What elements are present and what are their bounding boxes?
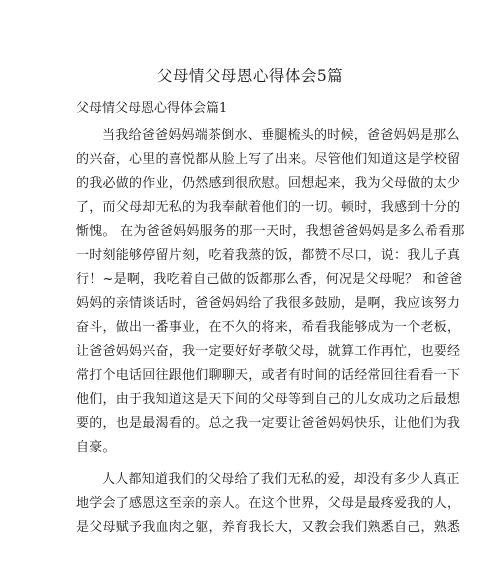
- paragraph-line: 妈妈的亲情谈话时，爸爸妈妈给了我很多鼓励，是啊，我应该努力: [76, 296, 461, 311]
- paragraph-line: 了，而父母却无私的为我奉献着他们的一切。顿时，我感到十分的: [76, 200, 461, 215]
- paragraph-line: 常打个电话回往跟他们聊聊天，或者有时间的话经常回往看看一下: [76, 368, 461, 383]
- paragraph-line: 行！~是啊，我吃着自己做的饭都那么香，何况是父母呢？ 和爸爸: [76, 272, 463, 287]
- paragraph-line: 人人都知道我们的父母给了我们无私的爱，却没有多少人真正: [102, 472, 460, 487]
- paragraph-line: 一时刻能够停留片刻，吃着我蒸的饭，都赞不尽口，说：我儿子真: [76, 248, 461, 263]
- document-title: 父母情父母恩心得体会5篇: [156, 67, 344, 85]
- paragraph-line: 让爸爸妈妈兴奋，我一定要好好孝敬父母，就算工作再忙，也要经: [76, 344, 461, 359]
- paragraph-line: 是父母赋予我血肉之躯，养育我长大，又教会我们熟悉自己，熟悉: [76, 520, 461, 535]
- section-heading: 父母情父母恩心得体会篇1: [76, 101, 228, 116]
- paragraph-line: 自豪。: [76, 440, 116, 455]
- paragraph-line: 地学会了感恩这至亲的亲人。在这个世界，父母是最疼爱我的人，: [76, 496, 461, 511]
- paragraph-line: 要的，也是最渴看的。总之我一定要让爸爸妈妈快乐，让他们为我: [76, 416, 461, 431]
- paragraph-line: 的兴奋，心里的喜悦都从脸上写了出来。尽管他们知道这是学校留: [76, 152, 461, 167]
- paragraph-line: 他们，由于我知道这是天下间的父母等到自己的儿女成功之后最想: [76, 392, 461, 407]
- paragraph-line: 惭愧。 在为爸爸妈妈服务的那一天时，我想爸爸妈妈是多么希看那: [76, 224, 465, 239]
- paragraph-line: 当我给爸爸妈妈端茶倒水、垂腿梳头的时候，爸爸妈妈是那么: [102, 128, 460, 143]
- paragraph-line: 的我必做的作业，仍然感到很欣慰。回想起来，我为父母做的太少: [76, 176, 461, 191]
- paragraph-line: 奋斗，做出一番事业，在不久的将来，希看我能够成为一个老板，: [76, 320, 461, 335]
